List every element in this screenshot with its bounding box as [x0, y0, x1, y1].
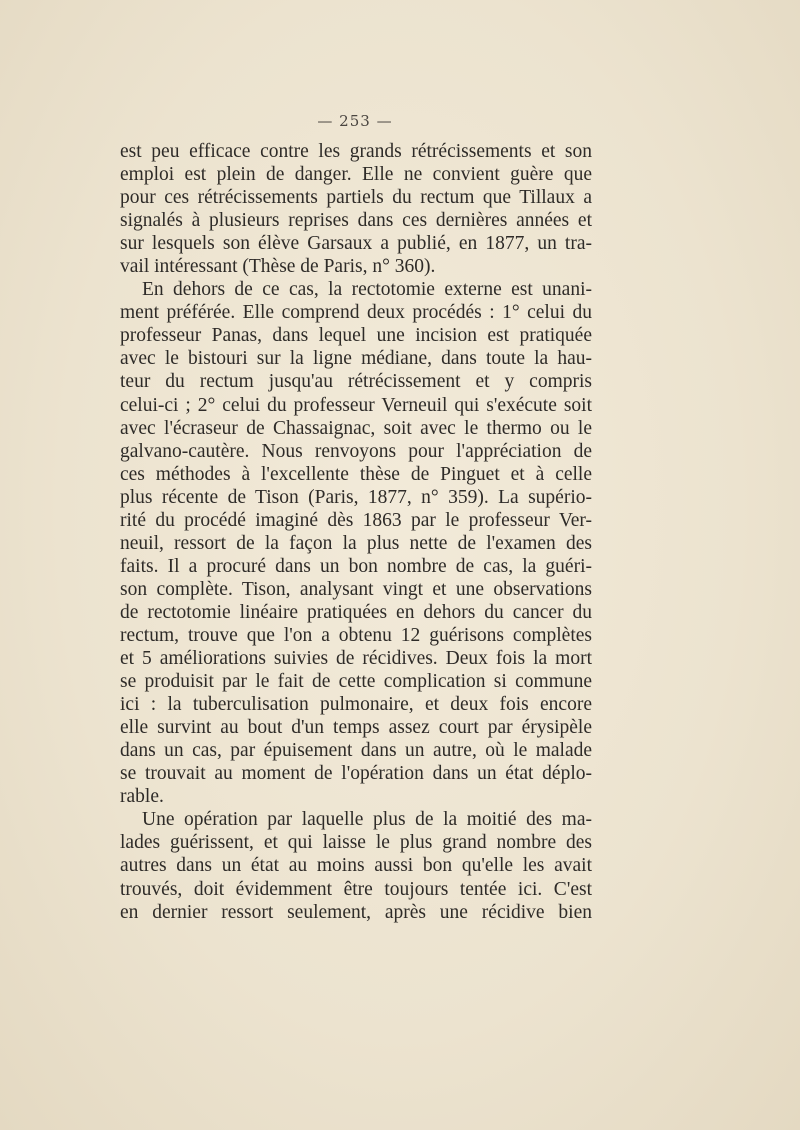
- text-line: elle survint au bout d'un temps assez court par érysipèle: [120, 717, 592, 739]
- body-text: [120, 140, 592, 924]
- text-line: avec l'écraseur de Chassaignac, soit avec le thermo ou le: [120, 417, 592, 439]
- text-line: En dehors de ce cas, la rectotomie externe est unani-: [142, 279, 592, 301]
- text-line: trouvés, doit évidemment être toujours tentée ici. C'est: [120, 878, 592, 900]
- text-line: autres dans un état au moins aussi bon qu'elle les avait: [120, 855, 592, 877]
- text-line: sur lesquels son élève Garsaux a publié, en 1877, un tra-: [120, 233, 592, 255]
- text-line: dans un cas, par épuisement dans un autre, où le malade: [120, 740, 592, 762]
- page-number: — 253 —: [317, 112, 393, 130]
- text-line: signalés à plusieurs reprises dans ces dernières années et: [120, 210, 592, 232]
- text-line: neuil, ressort de la façon la plus nette de l'examen des: [120, 532, 592, 554]
- text-line: professeur Panas, dans lequel une incision est pratiquée: [120, 325, 592, 347]
- text-line: rité du procédé imaginé dès 1863 par le professeur Ver-: [120, 509, 592, 531]
- text-line: en dernier ressort seulement, après une récidive bien: [120, 901, 592, 923]
- text-line: ces méthodes à l'excellente thèse de Pinguet et à celle: [120, 463, 592, 485]
- text-line: Une opération par laquelle plus de la moitié des ma-: [142, 809, 592, 831]
- text-line: se produisit par le fait de cette complication si commune: [120, 671, 592, 693]
- text-line: avec le bistouri sur la ligne médiane, dans toute la hau-: [120, 348, 592, 370]
- text-line: faits. Il a procuré dans un bon nombre de cas, la guéri-: [120, 555, 592, 577]
- text-line: rable.: [120, 786, 164, 808]
- text-line: teur du rectum jusqu'au rétrécissement et y compris: [120, 371, 592, 393]
- text-line: son complète. Tison, analysant vingt et une observations: [120, 578, 592, 600]
- text-line: ici : la tuberculisation pulmonaire, et deux fois encore: [120, 694, 592, 716]
- text-line: est peu efficace contre les grands rétrécissements et son: [120, 141, 592, 162]
- text-line: pour ces rétrécissements partiels du rectum que Tillaux a: [120, 187, 592, 209]
- text-line: de rectotomie linéaire pratiquées en dehors du cancer du: [120, 601, 592, 623]
- text-line: plus récente de Tison (Paris, 1877, n° 359). La supério-: [120, 486, 592, 508]
- text-line: emploi est plein de danger. Elle ne convient guère que: [120, 164, 592, 186]
- text-line: vail intéressant (Thèse de Paris, n° 360).: [120, 256, 436, 278]
- text-line: ment préférée. Elle comprend deux procédés : 1° celui du: [120, 302, 592, 324]
- text-line: celui-ci ; 2° celui du professeur Verneuil qui s'exécute soit: [120, 394, 592, 416]
- text-line: rectum, trouve que l'on a obtenu 12 guérisons complètes: [120, 624, 592, 646]
- text-line: et 5 améliorations suivies de récidives. Deux fois la mort: [120, 648, 592, 670]
- text-line: galvano-cautère. Nous renvoyons pour l'appréciation de: [120, 440, 592, 462]
- text-line: lades guérissent, et qui laisse le plus grand nombre des: [120, 832, 592, 854]
- text-line: se trouvait au moment de l'opération dans un état déplo-: [120, 763, 592, 785]
